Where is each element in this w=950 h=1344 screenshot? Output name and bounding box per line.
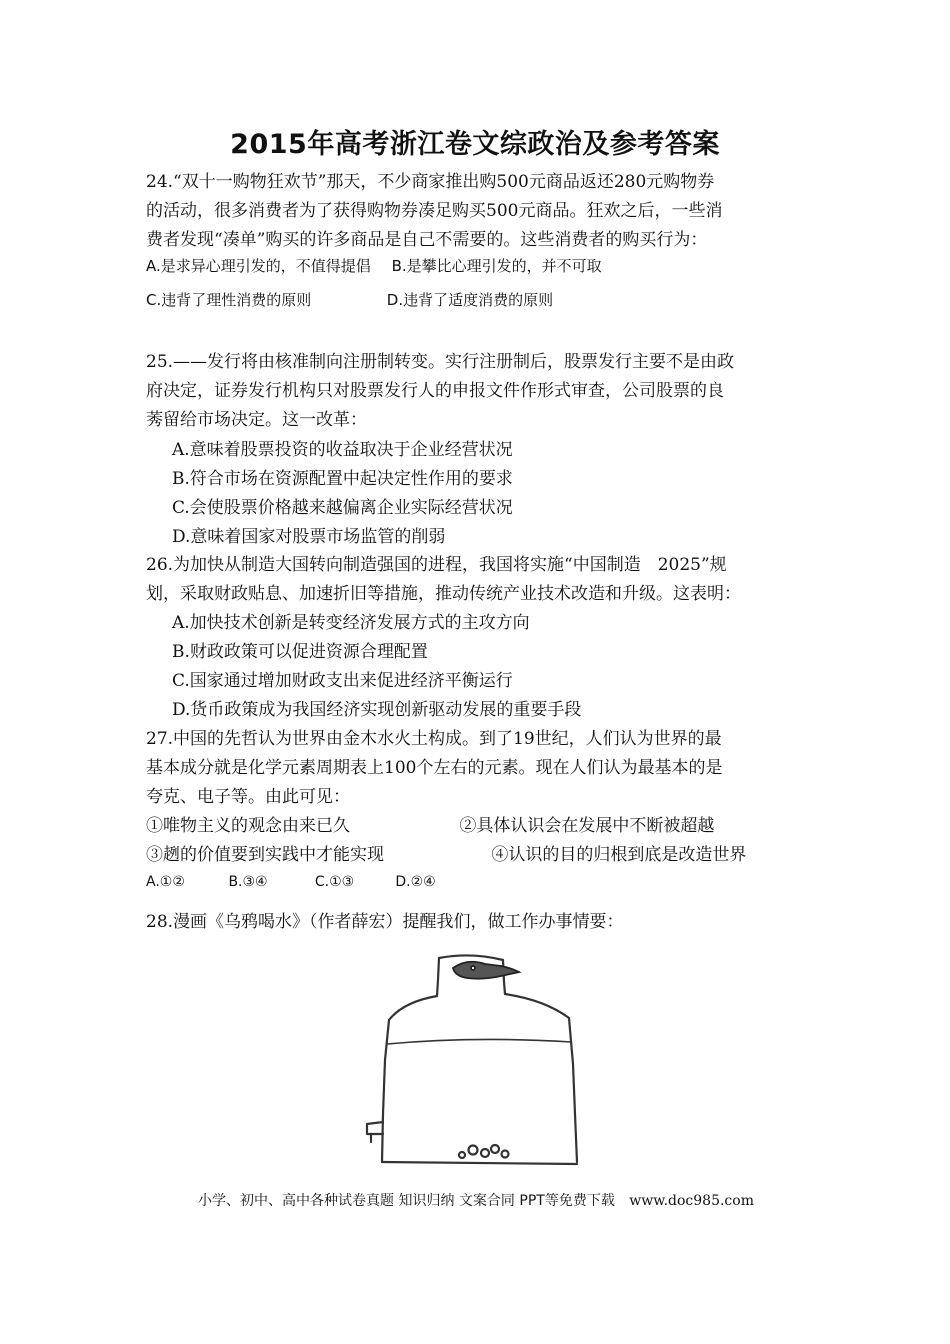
q27-item-3: ③趔的价值要到实践中才能实现 [146,845,384,865]
q26-option-a: A.加快技术创新是转变经济发展方式的主攻方向 [172,613,530,633]
footer-site-link[interactable]: www.doc985.com [629,1193,754,1209]
q27-item-4: ④认识的目的归根到底是改造世界 [491,845,747,865]
q24-line-3: 费者发现“凑单”购买的许多商品是自己不需要的。这些消费者的购买行为： [146,230,708,250]
q27-items-row-2 [146,843,746,867]
q27-item-2: ②具体认识会在发展中不断被超越 [459,816,715,836]
q24-option-a: A.是求异心理引发的，不值得提倡 [146,257,371,275]
q24-option-b: B.是攀比心理引发的，并不可取 [391,257,602,275]
q24-option-c: C.违背了理性消费的原则 [146,291,312,309]
q25-option-b: B.符合市场在资源配置中起决定性作用的要求 [172,469,513,489]
q24-options-row-2 [146,288,553,312]
q27-option-d: D.②④ [395,874,436,890]
q27-options-row [146,870,436,894]
page-title: 2015年高考浙江卷文综政治及参考答案 [230,129,720,160]
q25-option-c: C.会使股票价格越来越偏离企业实际经营状况 [172,498,513,518]
q26-option-b: B.财政政策可以促进资源合理配置 [172,642,428,662]
q27-line-3: 夸克、电子等。由此可见： [146,787,350,807]
q26-option-d: D.货币政策成为我国经济实现创新驱动发展的重要手段 [172,700,582,720]
q25-line-1: 25.——发行将由核准制向注册制转变。实行注册制后，股票发行主要不是由政 [146,352,735,372]
footer [146,1190,806,1210]
q26-line-2: 划，采取财政贴息、加速折旧等措施，推动传统产业技术改造和升级。这表明： [146,584,741,604]
q27-line-1: 27.中国的先哲认为世界由金木水火土构成。到了19世纪，人们认为世界的最 [146,729,722,749]
q27-items-row-1 [146,814,714,838]
q27-option-b: B.③④ [228,874,268,890]
q25-option-d: D.意味着国家对股票市场监管的削弱 [172,527,446,547]
q24-line-1: 24.“双十一购物狂欢节”那天，不少商家推出购500元商品返还280元购物券 [146,172,715,192]
q24-options-row-1 [146,254,602,278]
q25-line-2: 府决定，证券发行机构只对股票发行人的申报文件作形式审查，公司股票的良 [146,381,724,401]
q27-option-a: A.①② [146,874,185,890]
q28-line: 28.漫画《乌鸦喝水》（作者薛宏）提醒我们，做工作办事情要： [146,912,624,932]
q26-line-1: 26.为加快从制造大国转向制造强国的进程，我国将实施“中国制造 2025”规 [146,555,727,575]
q27-item-1: ①唯物主义的观念由来已久 [146,816,350,836]
q27-line-2: 基本成分就是化学元素周期表上100个左右的元素。现在人们认为最基本的是 [146,758,723,778]
q25-line-3: 莠留给市场决定。这一改革： [146,410,367,430]
q24-line-2: 的活动，很多消费者为了获得购物券凑足购买500元商品。狂欢之后，一些消 [146,201,723,221]
cartoon-crow-drinking-water-image [355,944,595,1174]
footer-text: 小学、初中、高中各种试卷真题 知识归纳 文案合同 PPT等免费下载 [198,1193,615,1209]
q26-option-c: C.国家通过增加财政支出来促进经济平衡运行 [172,671,513,691]
q24-option-d: D.违背了适度消费的原则 [386,291,554,309]
q27-option-c: C.①③ [314,874,355,890]
q25-option-a: A.意味着股票投资的收益取决于企业经营状况 [172,440,513,460]
